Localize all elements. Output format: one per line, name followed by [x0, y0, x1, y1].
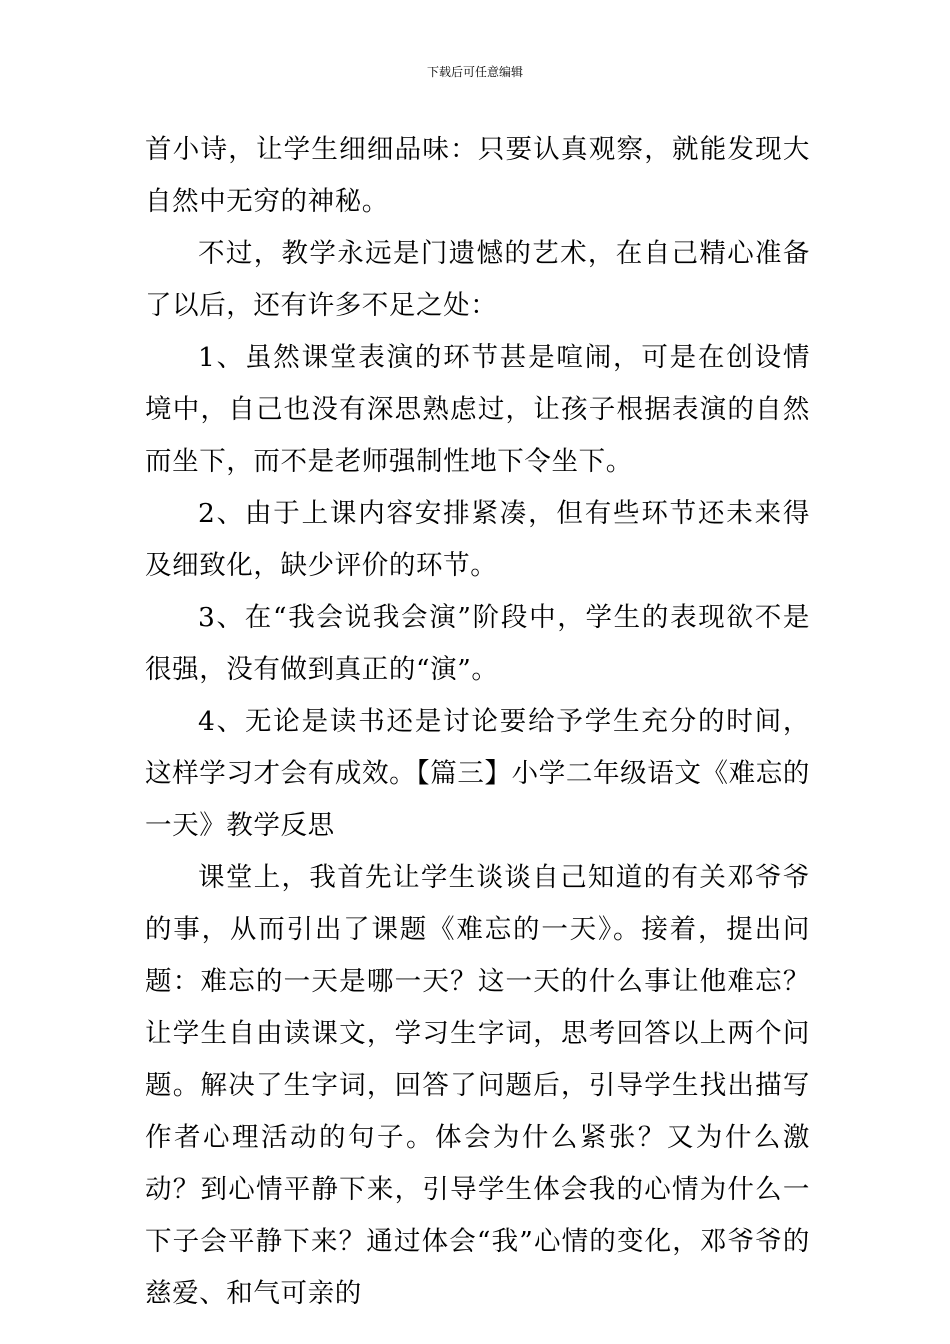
- document-body: [145, 124, 810, 1320]
- paragraph-classroom-reflection: 课堂上，我首先让学生谈谈自己知道的有关邓爷爷的事，从而引出了课题《难忘的一天》。接着，提出问题：难忘的一天是哪一天？这一天的什么事让他难忘？让学生自由读课文，学习生字词，思考回答以上两个问题。解决了生字词，回答了问题后，引导学生找出描写作者心理活动的句子。体会为什么紧张？又为什么激动？到心情平静下来，引导学生体会我的心情为什么一下子会平静下来？通过体会“我”心情的变化，邓爷爷的慈爱、和气可亲的: [145, 862, 810, 1309]
- page-header: 下载后可任意编辑: [426, 65, 523, 79]
- paragraph-point-1: 1、虽然课堂表演的环节甚是喧闹，可是在创设情境中，自己也没有深思熟虑过，让孩子根据表演的自然而坐下，而不是老师强制性地下令坐下。: [145, 342, 810, 477]
- paragraph-point-3: 3、在“我会说我会演”阶段中，学生的表现欲不是很强，没有做到真正的“演”。: [145, 602, 810, 685]
- paragraph-shortcomings-intro: 不过，教学永远是门遗憾的艺术，在自己精心准备了以后，还有许多不足之处：: [145, 238, 810, 321]
- paragraph-continuation: 首小诗，让学生细细品味：只要认真观察，就能发现大自然中无穷的神秘。: [145, 134, 810, 217]
- paragraph-point-2: 2、由于上课内容安排紧凑，但有些环节还未来得及细致化，缺少评价的环节。: [145, 498, 810, 581]
- paragraph-point-4: 4、无论是读书还是讨论要给予学生充分的时间，这样学习才会有成效。【篇三】小学二年级语文《难忘的一天》教学反思: [145, 706, 810, 841]
